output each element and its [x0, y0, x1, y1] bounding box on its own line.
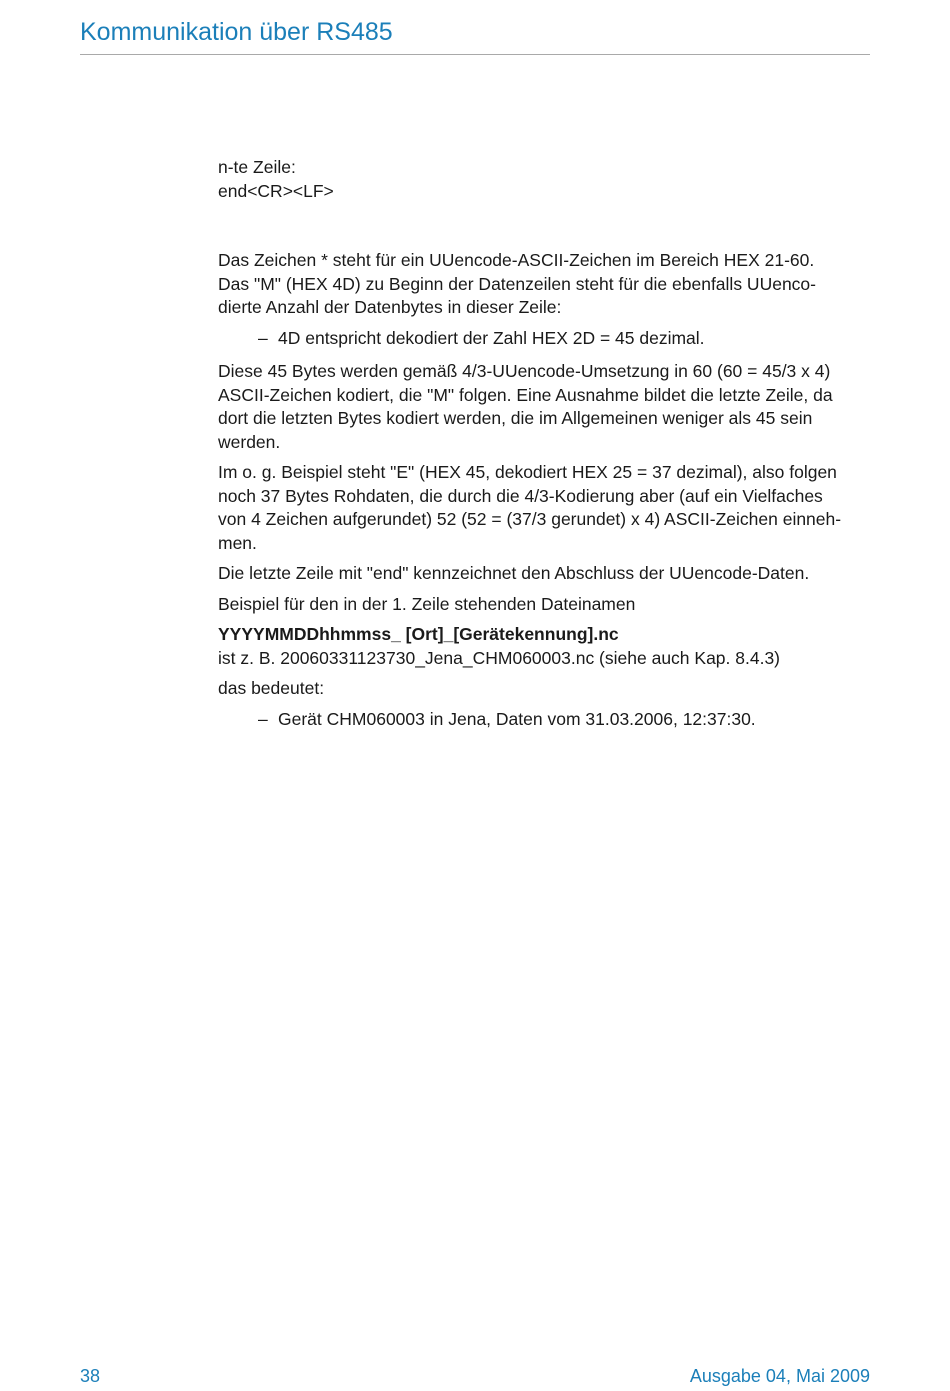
page-header-title: Kommunikation über RS485 — [80, 18, 393, 46]
paragraph-line: noch 37 Bytes Rohdaten, die durch die 4/3-Kodierung aber (auf ein Vielfaches — [218, 485, 823, 506]
body-content — [218, 156, 873, 741]
paragraph-line: Das Zeichen * steht für ein UUencode-ASCII-Zeichen im Bereich HEX 21-60. — [218, 250, 815, 270]
paragraph-line: men. — [218, 532, 257, 553]
code-line-nth: n-te Zeile: — [218, 157, 296, 177]
paragraph-uuencode-intro — [218, 249, 873, 320]
paragraph-line: Das "M" (HEX 4D) zu Beginn der Datenzeilen steht für die ebenfalls UUenco- — [218, 273, 816, 294]
paragraph-example — [218, 461, 873, 555]
list-item-text: 4D entspricht dekodiert der Zahl HEX 2D = 45 dezimal. — [278, 327, 705, 348]
list-item — [218, 327, 873, 351]
paragraph-end-line: Die letzte Zeile mit "end" kennzeichnet den Abschluss der UUencode-Daten. — [218, 563, 810, 583]
paragraph-filename-intro: Beispiel für den in der 1. Zeile stehenden Dateinamen — [218, 593, 636, 614]
dash-bullet-icon: – — [258, 327, 268, 348]
paragraph-line: Im o. g. Beispiel steht "E" (HEX 45, dekodiert HEX 25 = 37 dezimal), also folgen — [218, 462, 837, 482]
spacer — [218, 203, 873, 249]
edition-label: Ausgabe 04, Mai 2009 — [689, 1366, 870, 1386]
paragraph-line: Diese 45 Bytes werden gemäß 4/3-UUencode-Umsetzung in 60 (60 = 45/3 x 4) — [218, 361, 831, 381]
filename-example: ist z. B. 20060331123730_Jena_CHM060003.nc (siehe auch Kap. 8.4.3) — [218, 647, 781, 668]
paragraph-line: werden. — [218, 431, 281, 452]
meaning-intro: das bedeutet: — [218, 678, 325, 698]
list-item — [218, 708, 873, 732]
paragraph-line: von 4 Zeichen aufgerundet) 52 (52 = (37/3 gerundet) x 4) ASCII-Zeichen einneh- — [218, 509, 842, 529]
page-number: 38 — [80, 1366, 101, 1386]
paragraph-line: ASCII-Zeichen kodiert, die "M" folgen. Eine Ausnahme bildet die letzte Zeile, da — [218, 384, 833, 405]
header-divider — [80, 54, 870, 55]
code-line-end: end<CR><LF> — [218, 180, 334, 201]
list-item-text: Gerät CHM060003 in Jena, Daten vom 31.03.2006, 12:37:30. — [278, 708, 756, 729]
paragraph-bytes — [218, 360, 873, 454]
dash-bullet-icon: – — [258, 708, 268, 729]
paragraph-line: dierte Anzahl der Datenbytes in dieser Zeile: — [218, 297, 562, 317]
filename-pattern: YYYYMMDDhhmmss_ [Ort]_[Gerätekennung].nc — [218, 624, 619, 644]
paragraph-line: dort die letzten Bytes kodiert werden, die im Allgemeinen weniger als 45 sein — [218, 408, 813, 428]
